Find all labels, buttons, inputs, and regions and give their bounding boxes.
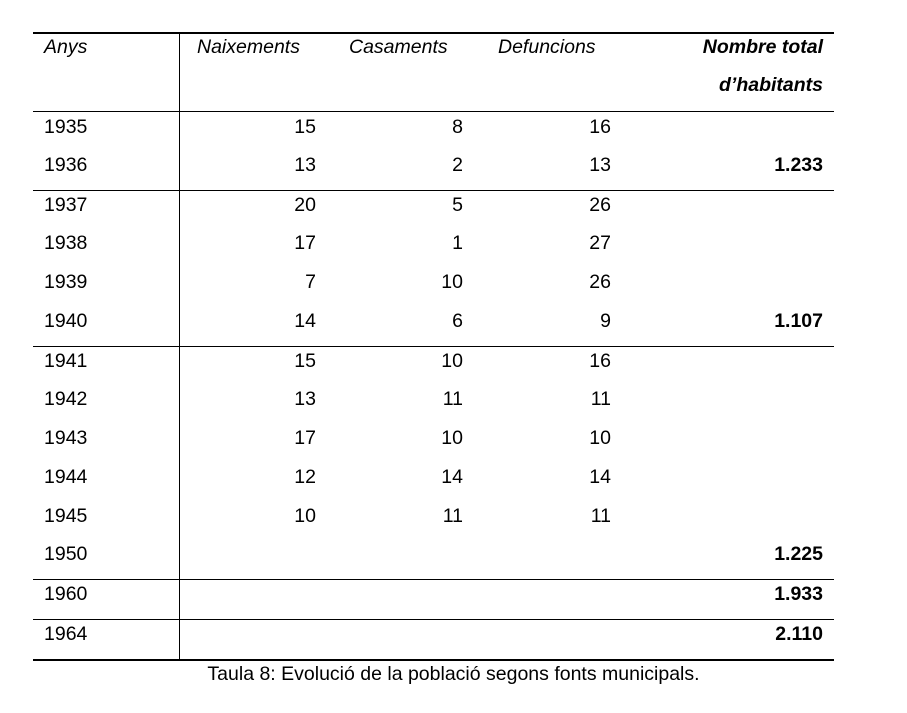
births-cell: 12 bbox=[294, 466, 316, 488]
year-cell: 1938 bbox=[44, 232, 88, 254]
group-rule bbox=[33, 346, 834, 347]
year-cell: 1939 bbox=[44, 271, 88, 293]
deaths-cell: 10 bbox=[589, 427, 611, 449]
marriages-cell: 6 bbox=[452, 310, 463, 332]
deaths-cell: 13 bbox=[589, 154, 611, 176]
year-cell: 1950 bbox=[44, 543, 88, 565]
group-rule bbox=[33, 190, 834, 191]
population-cell: 1.107 bbox=[774, 310, 823, 332]
header-population-line1: Nombre total bbox=[702, 36, 823, 58]
marriages-cell: 11 bbox=[442, 388, 463, 410]
deaths-cell: 26 bbox=[589, 194, 611, 216]
deaths-cell: 9 bbox=[600, 310, 611, 332]
table-bottom-rule bbox=[33, 659, 834, 661]
marriages-cell: 1 bbox=[452, 232, 463, 254]
births-cell: 13 bbox=[294, 388, 316, 410]
header-population-line2: d’habitants bbox=[718, 74, 823, 96]
population-cell: 1.933 bbox=[774, 583, 823, 605]
births-cell: 20 bbox=[294, 194, 316, 216]
births-cell: 14 bbox=[294, 310, 316, 332]
deaths-cell: 26 bbox=[589, 271, 611, 293]
marriages-cell: 5 bbox=[452, 194, 463, 216]
births-cell: 17 bbox=[294, 232, 316, 254]
deaths-cell: 16 bbox=[589, 116, 611, 138]
year-cell: 1936 bbox=[44, 154, 88, 176]
header-rule bbox=[33, 111, 834, 112]
header-births: Naixements bbox=[197, 36, 300, 58]
year-cell: 1935 bbox=[44, 116, 88, 138]
deaths-cell: 11 bbox=[590, 388, 611, 410]
year-cell: 1945 bbox=[44, 505, 88, 527]
marriages-cell: 11 bbox=[442, 505, 463, 527]
population-cell: 2.110 bbox=[775, 623, 823, 645]
births-cell: 15 bbox=[294, 116, 316, 138]
year-cell: 1960 bbox=[44, 583, 88, 605]
group-rule bbox=[33, 619, 834, 620]
table-top-rule bbox=[33, 32, 834, 34]
year-cell: 1944 bbox=[44, 466, 88, 488]
marriages-cell: 10 bbox=[441, 427, 463, 449]
deaths-cell: 16 bbox=[589, 350, 611, 372]
year-cell: 1937 bbox=[44, 194, 88, 216]
header-years: Anys bbox=[44, 36, 88, 58]
year-cell: 1942 bbox=[44, 388, 88, 410]
table-caption: Taula 8: Evolució de la població segons fonts municipals. bbox=[207, 663, 700, 685]
marriages-cell: 2 bbox=[452, 154, 463, 176]
header-marriages: Casaments bbox=[349, 36, 448, 58]
deaths-cell: 27 bbox=[589, 232, 611, 254]
marriages-cell: 10 bbox=[441, 271, 463, 293]
year-cell: 1940 bbox=[44, 310, 88, 332]
year-cell: 1941 bbox=[44, 350, 88, 372]
population-cell: 1.233 bbox=[774, 154, 823, 176]
marriages-cell: 14 bbox=[441, 466, 463, 488]
marriages-cell: 8 bbox=[452, 116, 463, 138]
births-cell: 10 bbox=[294, 505, 316, 527]
year-column-rule bbox=[179, 32, 180, 660]
marriages-cell: 10 bbox=[441, 350, 463, 372]
births-cell: 13 bbox=[294, 154, 316, 176]
deaths-cell: 14 bbox=[589, 466, 611, 488]
births-cell: 7 bbox=[305, 271, 316, 293]
population-cell: 1.225 bbox=[774, 543, 823, 565]
group-rule bbox=[33, 579, 834, 580]
year-cell: 1964 bbox=[44, 623, 88, 645]
births-cell: 17 bbox=[294, 427, 316, 449]
header-deaths: Defuncions bbox=[498, 36, 596, 58]
deaths-cell: 11 bbox=[590, 505, 611, 527]
births-cell: 15 bbox=[294, 350, 316, 372]
year-cell: 1943 bbox=[44, 427, 88, 449]
